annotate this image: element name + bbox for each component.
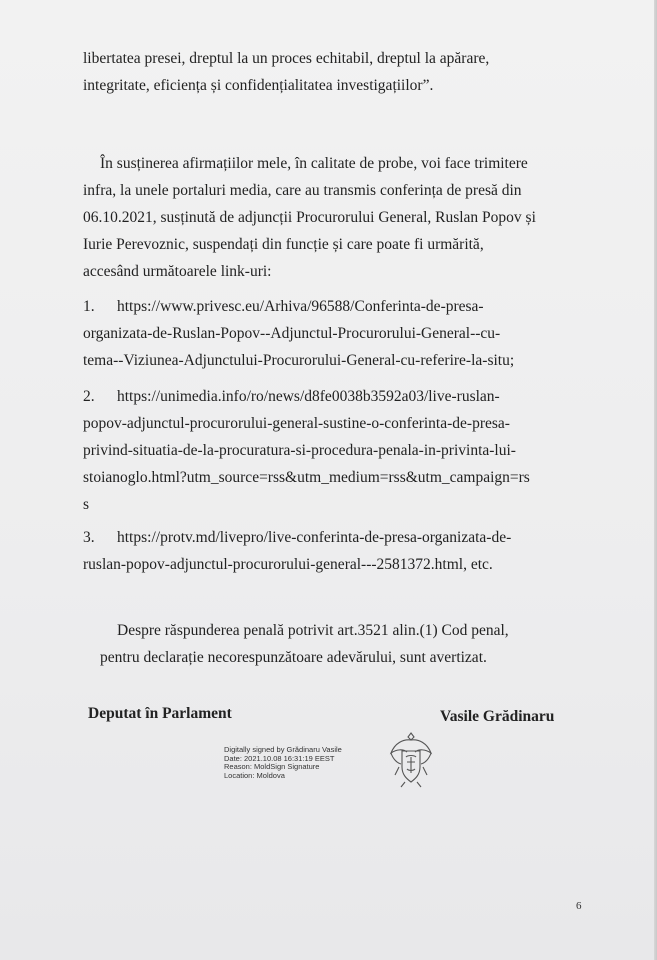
link-3-line-2: ruslan-popov-adjunctul-procurorului-general---2581372.html, etc. (83, 556, 493, 573)
paragraph-2 (83, 150, 603, 285)
link-2-line-3: privind-situatia-de-la-procuratura-si-procedura-penala-in-privinta-lui- (83, 442, 516, 459)
p3-line-1: Despre răspunderea penală potrivit art.3521 alin.(1) Cod penal, (117, 622, 509, 639)
p2-line-1: În susținerea afirmațiilor mele, în calitate de probe, voi face trimitere (100, 155, 528, 172)
digital-signature-block (224, 746, 342, 780)
link-1-line-2: organizata-de-Ruslan-Popov--Adjunctul-Procurorului-General--cu- (83, 325, 501, 342)
digital-signature-line-2: Date: 2021.10.08 16:31:19 EEST (224, 753, 335, 763)
link-2-line-1: https://unimedia.info/ro/news/d8fe0038b3592a03/live-ruslan- (117, 388, 500, 405)
link-3-line-1: https://protv.md/livepro/live-conferinta-de-presa-organizata-de- (117, 529, 512, 546)
page-number: 6 (576, 900, 582, 912)
digital-signature-line-1: Digitally signed by Grădinaru Vasile (224, 745, 342, 754)
link-item-2 (83, 383, 603, 518)
digital-signature-line-3: Reason: MoldSign Signature (224, 762, 320, 771)
link-2-line-2: popov-adjunctul-procurorului-general-sustine-o-conferinta-de-presa- (83, 415, 510, 432)
coat-of-arms-seal-icon (385, 727, 437, 789)
link-2-line-4: stoianoglo.html?utm_source=rss&utm_medium=rss&utm_campaign=rs (83, 469, 530, 486)
p2-line-2: infra, la unele portaluri media, care au transmis conferința de presă din (83, 182, 522, 199)
link-item-3 (83, 524, 603, 578)
link-3-number: 3. (83, 529, 95, 546)
link-1-line-3: tema--Viziunea-Adjunctului-Procurorului-General-cu-referire-la-situ; (83, 352, 515, 369)
p1-line-1: libertatea presei, dreptul la un proces echitabil, dreptul la apărare, (83, 50, 490, 67)
link-2-line-5: s (83, 496, 90, 513)
p1-line-2: integritate, eficiența și confidențialitatea investigațiilor”. (83, 77, 434, 94)
paragraph-3 (100, 617, 620, 671)
p2-line-5: accesând următoarele link-uri: (83, 263, 272, 280)
signatory-name: Vasile Grădinaru (440, 708, 555, 725)
link-2-number: 2. (83, 388, 95, 405)
signatory-title: Deputat în Parlament (88, 705, 232, 722)
paragraph-1 (83, 45, 603, 99)
p3-line-2: pentru declarație necorespunzătoare adevărului, sunt avertizat. (100, 649, 487, 666)
link-1-number: 1. (83, 298, 95, 315)
link-1-line-1: https://www.privesc.eu/Arhiva/96588/Conferinta-de-presa- (117, 298, 484, 315)
p2-line-4: Iurie Perevoznic, suspendați din funcție și care poate fi urmărită, (83, 236, 484, 253)
digital-signature-line-4: Location: Moldova (224, 770, 285, 780)
p2-line-3: 06.10.2021, susținută de adjuncții Procurorului General, Ruslan Popov și (83, 209, 536, 226)
link-item-1 (83, 293, 603, 374)
